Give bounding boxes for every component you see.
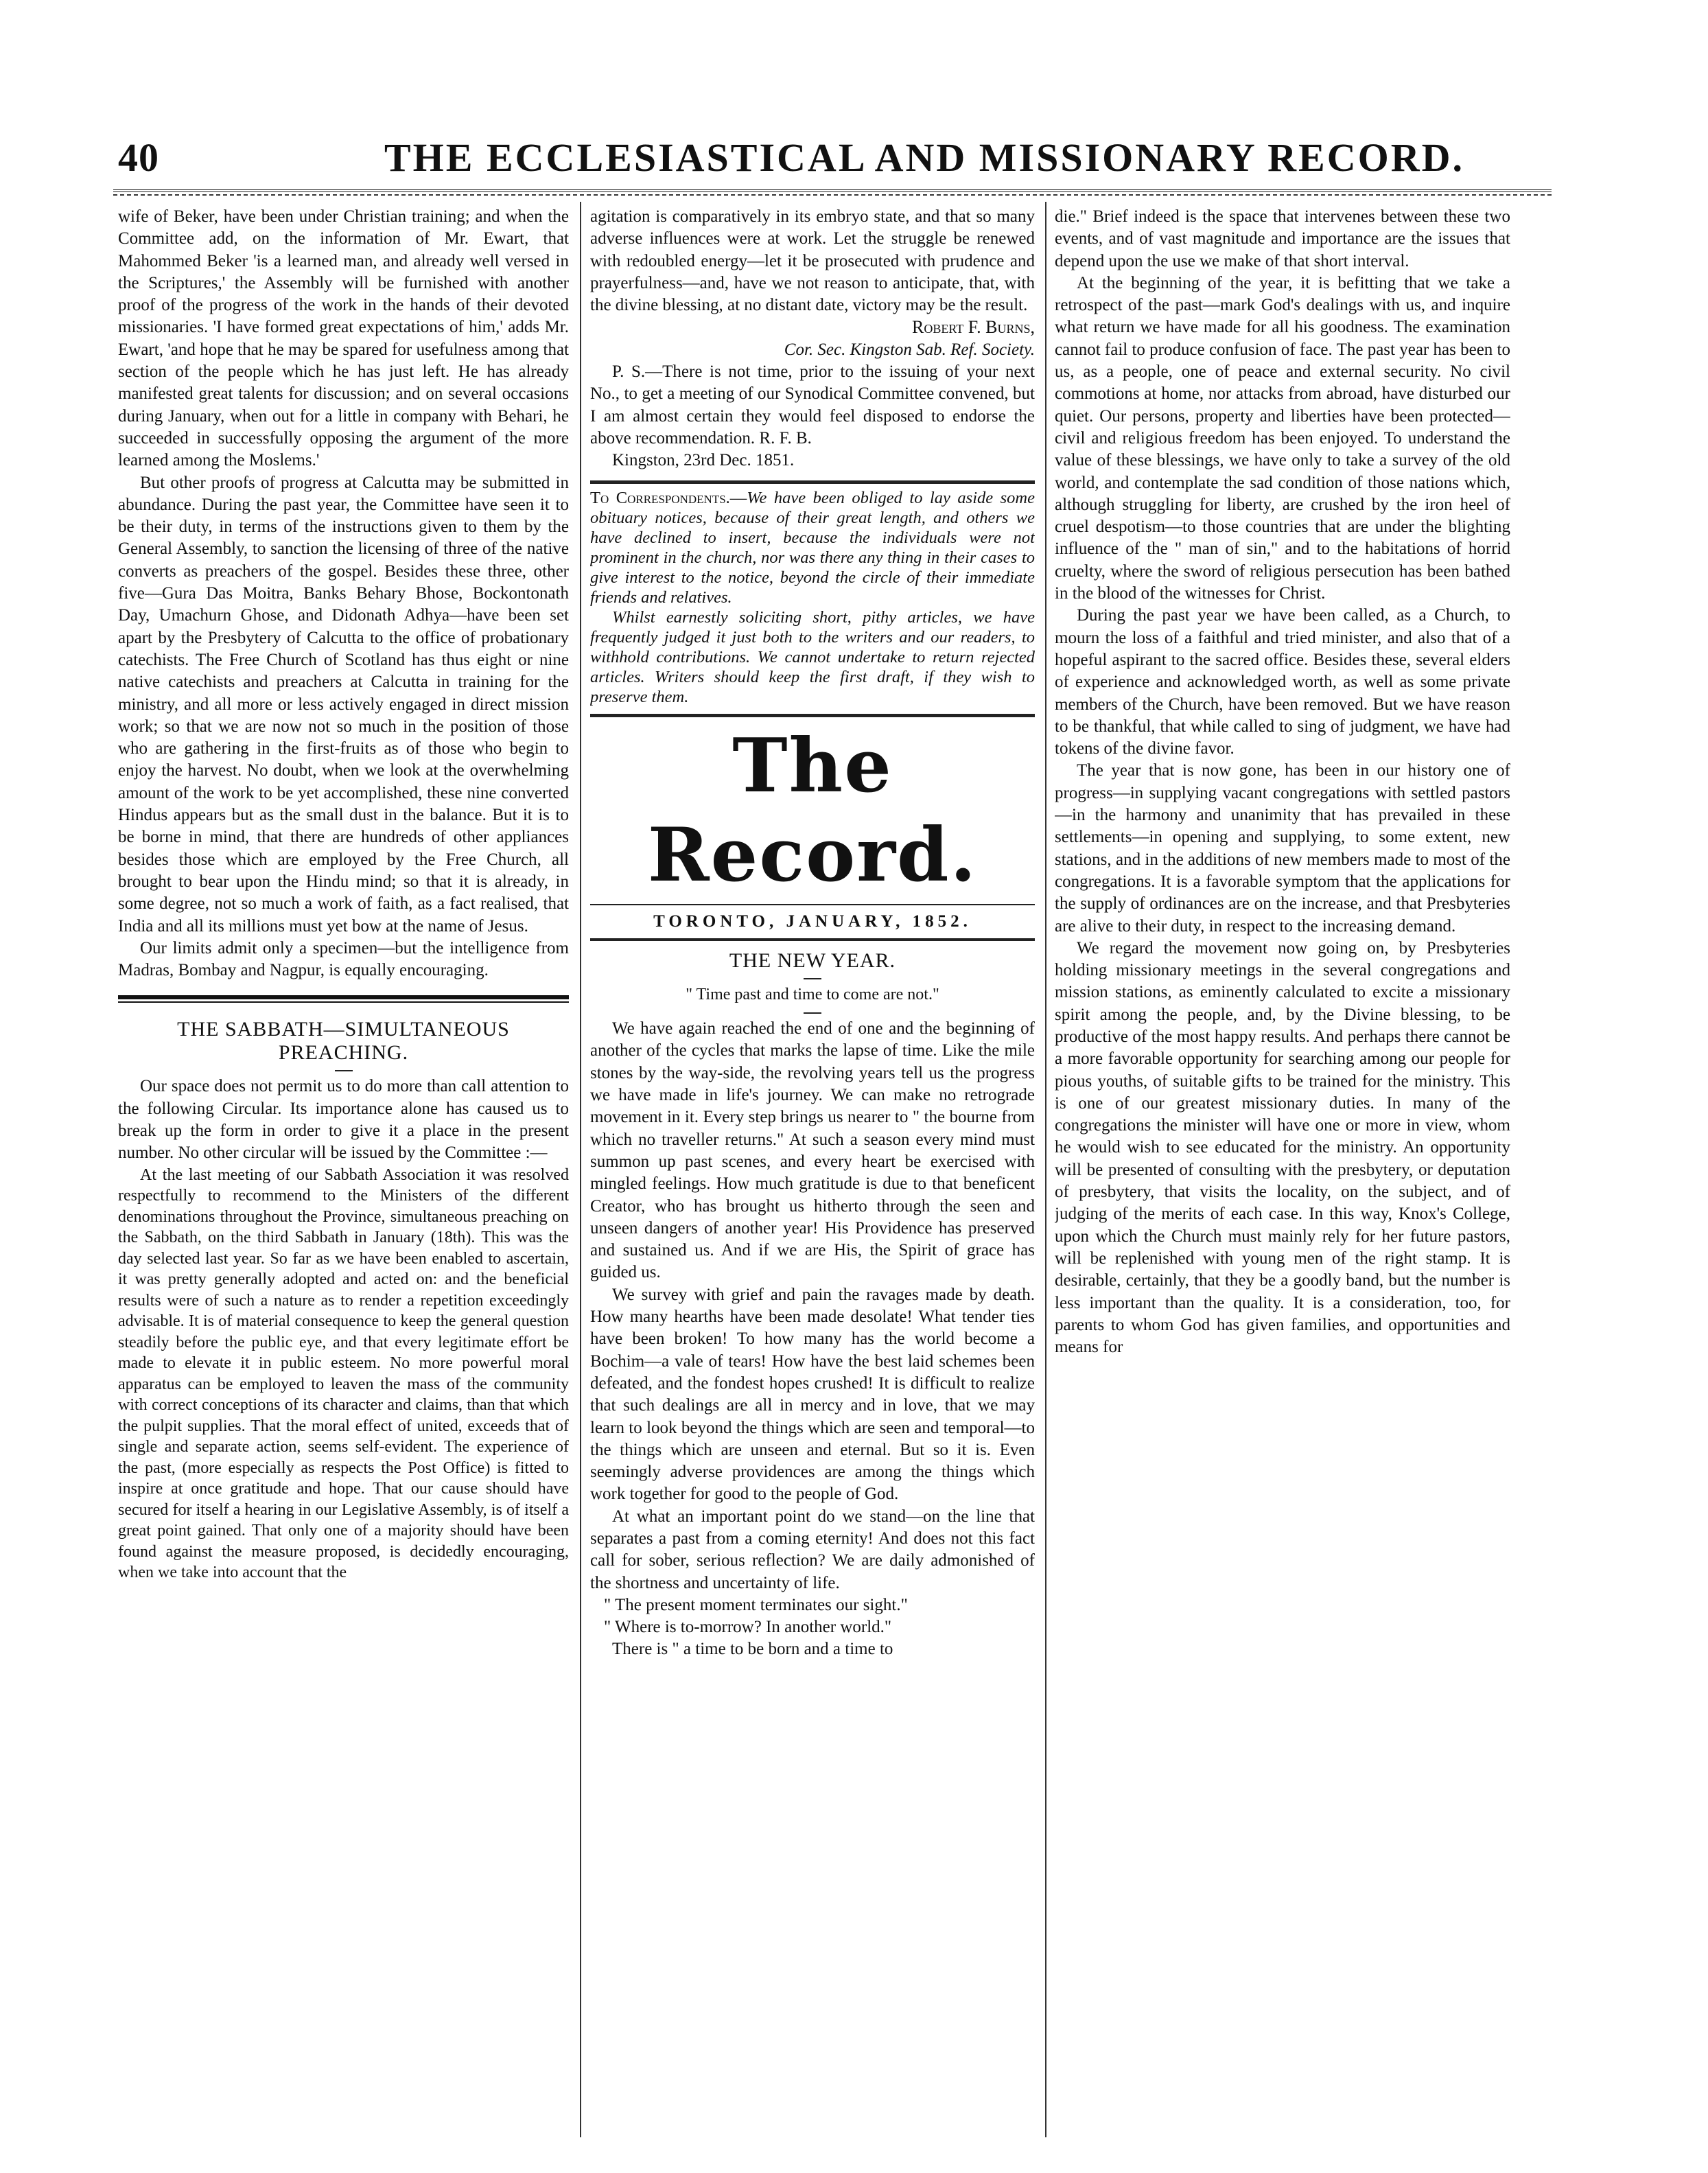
epigraph: " Time past and time to come are not." (686, 985, 939, 1003)
postscript: P. S.—There is not time, prior to the issuing of your next No., to get a meeting of our Synodical Committee convened, but I am almost certain they would feel disposed to endorse the above recommendation. R. F. B. (590, 362, 1035, 448)
section-heading: THE SABBATH—SIMULTANEOUS PREACHING. (177, 1018, 510, 1065)
paragraph: The year that is now gone, has been in our history one of progress—in supplying vacant congregations with settled pastors—in the harmony and unanimity that has prevailed in these settlements—in opening and supplying, to some extent, new stations, and in the additions of new members made to most of the congregations. It is a favorable symptom that the applications for the supply of ordinances are on the increase, and that Presbyteries are alive to their duty, in respect to the increasing demand. (1055, 761, 1510, 936)
column-divider-1 (580, 202, 581, 2137)
heading-dash (335, 1070, 353, 1071)
paragraph: At the beginning of the year, it is befitting that we take a retrospect of the past—mark God's dealings with us, and inquire what return we have made for all his goodness. The examination cannot fail to produce confusion of face. The past year has been to us, as a people, one of peace and external security. No civil commotions at home, nor attacks from abroad, have disturbed our quiet. Our persons, property and liberties have been protected—civil and religious freedom has been enjoyed. To understand the value of these blessings, we have only to take a survey of the old world, and contemplate the sad condition of those nations which, although struggling for liberty, are crushed by the iron heel of cruel despotism—to those countries that are under the blighting influence of the " man of sin," and to the habitations of horrid cruelty, where the sword of religious persecution has been bathed in the blood of the witnesses for Christ. (1055, 273, 1510, 603)
paragraph: We have again reached the end of one and the beginning of another of the cycles that marks the lapse of time. Like the mile stones by the way-side, the revolving years tell us the progress we have made in life's journey. We can make no retrograde movement in it. Every step brings us nearer to " the bourne from which no traveller returns." At such a season every mind must summon up past scenes, and every heart be exercised with mingled feelings. How much gratitude is due to that beneficent Creator, who has brought us hitherto through the seen and unseen dangers of another year! His Providence has preserved and sustained us. And if we are His, the Spirit of grace has guided us. (590, 1019, 1035, 1282)
header-rule (113, 189, 1552, 192)
paragraph: die." Brief indeed is the space that intervenes between these two events, and of vast magnitude and importance are the issues that depend upon the use we make of that short interval. (1055, 207, 1510, 270)
paragraph: wife of Beker, have been under Christian training; and when the Committee add, on the information of Mr. Ewart, that Mahommed Beker 'is a learned man, and already well versed in the Scriptures,' the Assembly will be furnished with another proof of the progress of the work in the hands of their devoted missionaries. 'I have formed great expectations of him,' adds Mr. Ewart, 'and hope that he may be spared for usefulness among that section of the people which he has just left. He has already manifested great talents for discussion; and on several occasions during January, when out for a little in company with Behari, he succeeded in successfully opposing the argument of the more learned among the Moslems.' (118, 207, 569, 470)
paragraph: But other proofs of progress at Calcutta may be submitted in abundance. During the past year, the Committee have seen it to be their duty, in terms of the instructions given to them by the General Assembly, to sanction the licensing of three of the native converts as preachers of the gospel. Besides these three, other five—Gura Das Moitra, Banks Behary Bhose, Bockontonath Day, Umachurn Ghose, and Didonath Adhya—have been set apart by the Presbytery of Calcutta to the office of probationary catechists. The Free Church of Scotland has thus eight or nine native catechists and preachers at Calcutta in training for the ministry, and all more or less actively engaged in direct mission work; so that we are now not so much in the position of those who are gathering in the first-fruits as of those who begin to enjoy the harvest. No doubt, when we look at the overwhelming amount of the work to be yet accomplished, these nine converted Hindus appears but as the small dust in the balance. But it is to be borne in mind, that there are hundreds of other appliances besides those which are employed by the Free Church, all brought to bear upon the Hindu mind; so that it is already, in some degree, not so much a work of faith, as a fact realised, that India and all its millions must yet bow at the name of Jesus. (118, 473, 569, 936)
masthead: The Record. (647, 722, 978, 898)
page-number: 40 (118, 135, 159, 180)
dateline-rule-bottom (590, 938, 1035, 941)
paragraph: agitation is comparatively in its embryo state, and that so many adverse influences were at work. Let the struggle be renewed with redoubled energy—let it be prosecuted with prudence and prayerfulness—and, have we not reason to anticipate, that, with the divine blessing, at no distant date, victory may be the result. (590, 207, 1035, 315)
epigraph-dash (804, 1012, 821, 1014)
verse-line: " Where is to-morrow? In another world." (604, 1618, 892, 1637)
column-2 (590, 206, 1035, 2135)
paragraph: At what an important point do we stand—on the line that separates a past from a coming eternity! And does not this fact call for sober, serious reflection? We are daily admonished of the shortness and uncertainty of life. (590, 1507, 1035, 1592)
correspondents-notice (590, 488, 1035, 607)
notice-text: We have been obliged to lay aside some obituary notices, because of their great length, and others we have declined to insert, because the individuals were not prominent in the church, nor was there any thing in their cases to give interest to the notice, beyond the circle of their immediate friends and relatives. (590, 488, 1035, 607)
paragraph: We regard the movement now going on, by Presbyteries holding missionary meetings in the several congregations and mission stations, as eminently calculated to excite a missionary spirit among the people, and, by the Divine blessing, to be productive of the most happy results. And perhaps there cannot be a more favorable opportunity for searching among our people for pious youths, of suitable gifts to be trained for the ministry. This is one of our greatest missionary duties. In many of the congregations the minister will have one or more in view, whom he would wish to see educated for the ministry. An opportunity will be presented of consulting with the presbytery, or deputation of presbytery, that visits the locality, on the subject, and of judging of the merits of each case. In this way, Knox's College, upon which the Church must mainly rely for her future pastors, will be replenished with young men of the right stamp. It is desirable, certainly, that they be a goodly band, but the number is less important than the quality. It is a consideration, too, for parents to whom God has given families, and opportunities and means for (1055, 938, 1510, 1357)
dateline: TORONTO, JANUARY, 1852. (653, 911, 972, 931)
dateline-rule (590, 904, 1035, 905)
paragraph: Our space does not permit us to do more than call attention to the following Circular. Its importance alone has caused us to break up the form in order to give it a place in the present number. No other circular will be issued by the Committee :— (118, 1077, 569, 1163)
verse-line: " The present moment terminates our sight." (604, 1595, 908, 1614)
header-rule-dashed (113, 194, 1552, 196)
paragraph: We survey with grief and pain the ravages made by death. How many hearths have been made desolate! What tender ties have been broken! To how many has the world become a Bochim—a vale of tears! How have the best laid schemes been defeated, and the fondest hopes crushed! It is difficult to realize that such dealings are all in mercy and in love, that we may learn to look beyond the things which are seen and temporal—to the things which are unseen and eternal. But so it is. Even seemingly adverse providences are among the things which work together for good to the people of God. (590, 1285, 1035, 1504)
postscript-place: Kingston, 23rd Dec. 1851. (612, 451, 795, 470)
column-1 (118, 206, 569, 2135)
notice-rule (590, 480, 1035, 484)
column-divider-2 (1045, 202, 1046, 2137)
paragraph: Our limits admit only a specimen—but the intelligence from Madras, Bombay and Nagpur, is equally encouraging. (118, 938, 569, 980)
column-3 (1055, 206, 1510, 2135)
paragraph: During the past year we have been called, as a Church, to mourn the loss of a faithful and tried minister, and also that of a hopeful aspirant to the sacred office. Besides these, several elders of experience and acknowledged worth, as well as some private members of the Church, have been removed. But we have reason to be thankful, that while called to sing of judgment, we have had tokens of the divine favor. (1055, 606, 1510, 758)
article-title: THE NEW YEAR. (729, 949, 896, 972)
signature-title: Cor. Sec. Kingston Sab. Ref. Society. (784, 340, 1035, 359)
signature-name: Robert F. Burns, (912, 317, 1035, 338)
notice-lead: To Correspondents.— (590, 488, 747, 507)
journal-title: THE ECCLESIASTICAL AND MISSIONARY RECORD. (384, 135, 1464, 180)
section-rule (118, 995, 569, 1003)
circular-text: At the last meeting of our Sabbath Association it was resolved respectfully to recommend to the Ministers of the different denominations throughout the Province, simultaneous preaching on the Sabbath, on the third Sabbath in January (18th). This was the day selected last year. So far as we have been enabled to ascertain, it was pretty generally adopted and acted on: and the beneficial results were of such a nature as to render a repetition exceedingly advisable. It is of material consequence to keep the general question steadily before the public eye, and that every legitimate effort be made to elevate it in public esteem. No more powerful moral apparatus can be employed to leaven the mass of the community with correct conceptions of its character and claims, than that which the pulpit supplies. That the moral effect of united, exceeds that of single and separate action, seems self-evident. The experience of the past, (more especially as respects the Post Office) is fitted to inspire at once gratitude and hope. That our cause should have secured for itself a hearing in our Legislative Assembly, is of itself a great point gained. That only one of a majority should have been found against the measure proposed, is decidedly encouraging, when we take into account that the (118, 1165, 569, 1582)
masthead-rule (590, 714, 1035, 717)
title-dash (804, 978, 821, 979)
correspondents-notice-2: Whilst earnestly soliciting short, pithy articles, we have frequently judged it just both to the writers and our readers, to withhold contributions. We cannot undertake to return rejected articles. Writers should keep the first draft, if they wish to preserve them. (590, 607, 1035, 706)
paragraph: There is " a time to be born and a time to (612, 1640, 893, 1659)
